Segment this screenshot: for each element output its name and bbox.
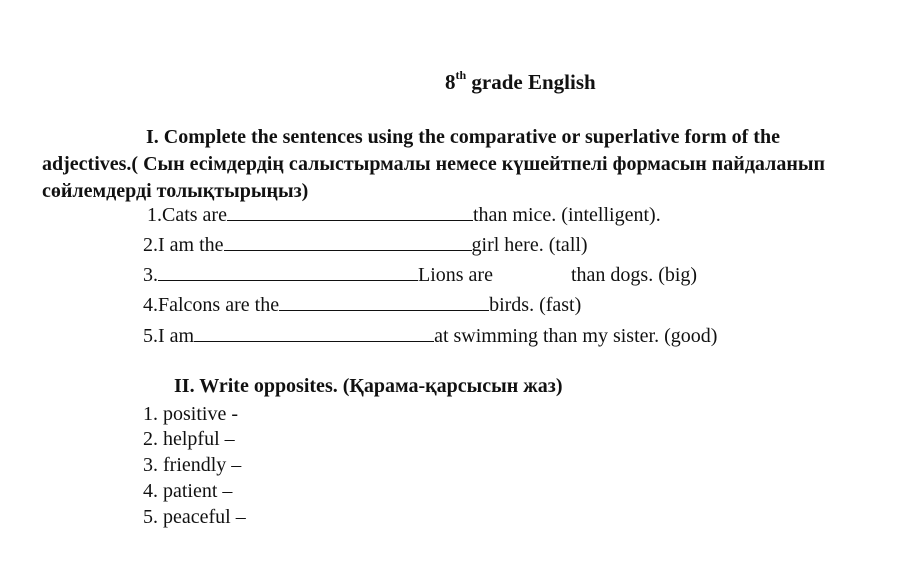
sentence-1-start: 1.Cats are — [147, 204, 227, 226]
answer-blank-4[interactable] — [279, 292, 489, 311]
sentence-2-start: 2.I am the — [143, 234, 224, 256]
sentence-3-start: 3. — [143, 264, 158, 286]
sentence-3-middle: Lions are — [418, 264, 493, 286]
section-1-heading-text: I. Complete the sentences using the comparative or superlative form of the adjectives.( Сын есімдердің салыстырмалы немесе күшейтпелі формасын пайдаланып сөйлемдерді толықтырыңыз) — [42, 126, 825, 202]
opposite-item-5: 5. peaceful – — [143, 506, 246, 528]
opposite-item-4: 4. patient – — [143, 480, 233, 502]
sentence-1 — [147, 202, 661, 227]
opposite-item-3: 3. friendly – — [143, 454, 242, 476]
sentence-4 — [143, 292, 581, 317]
answer-blank-5[interactable] — [194, 323, 434, 342]
sentence-4-end: birds. (fast) — [489, 294, 582, 316]
sentence-5-start: 5.I am — [143, 325, 195, 347]
title-text: grade English — [466, 70, 596, 94]
sentence-3 — [143, 262, 697, 287]
sentence-5 — [143, 323, 717, 348]
grade-number: 8 — [445, 70, 456, 94]
sentence-2-end: girl here. (tall) — [471, 234, 588, 256]
answer-blank-2[interactable] — [224, 232, 472, 251]
grade-suffix: th — [455, 68, 467, 82]
sentence-5-end: at swimming than my sister. (good) — [434, 325, 718, 347]
sentence-2 — [143, 232, 588, 257]
opposite-item-2: 2. helpful – — [143, 428, 235, 450]
sentence-1-end: than mice. (intelligent). — [472, 204, 661, 226]
sentence-3-end: than dogs. (big) — [570, 264, 698, 286]
section-2-heading: II. Write opposites. (Қарама-қарсысын жаз) — [174, 375, 563, 397]
answer-blank-3[interactable] — [158, 262, 418, 281]
opposite-item-1: 1. positive - — [143, 403, 238, 425]
section-1-heading — [42, 124, 872, 205]
page-title — [445, 70, 596, 95]
answer-blank-1[interactable] — [227, 202, 473, 221]
sentence-4-start: 4.Falcons are the — [143, 294, 280, 316]
